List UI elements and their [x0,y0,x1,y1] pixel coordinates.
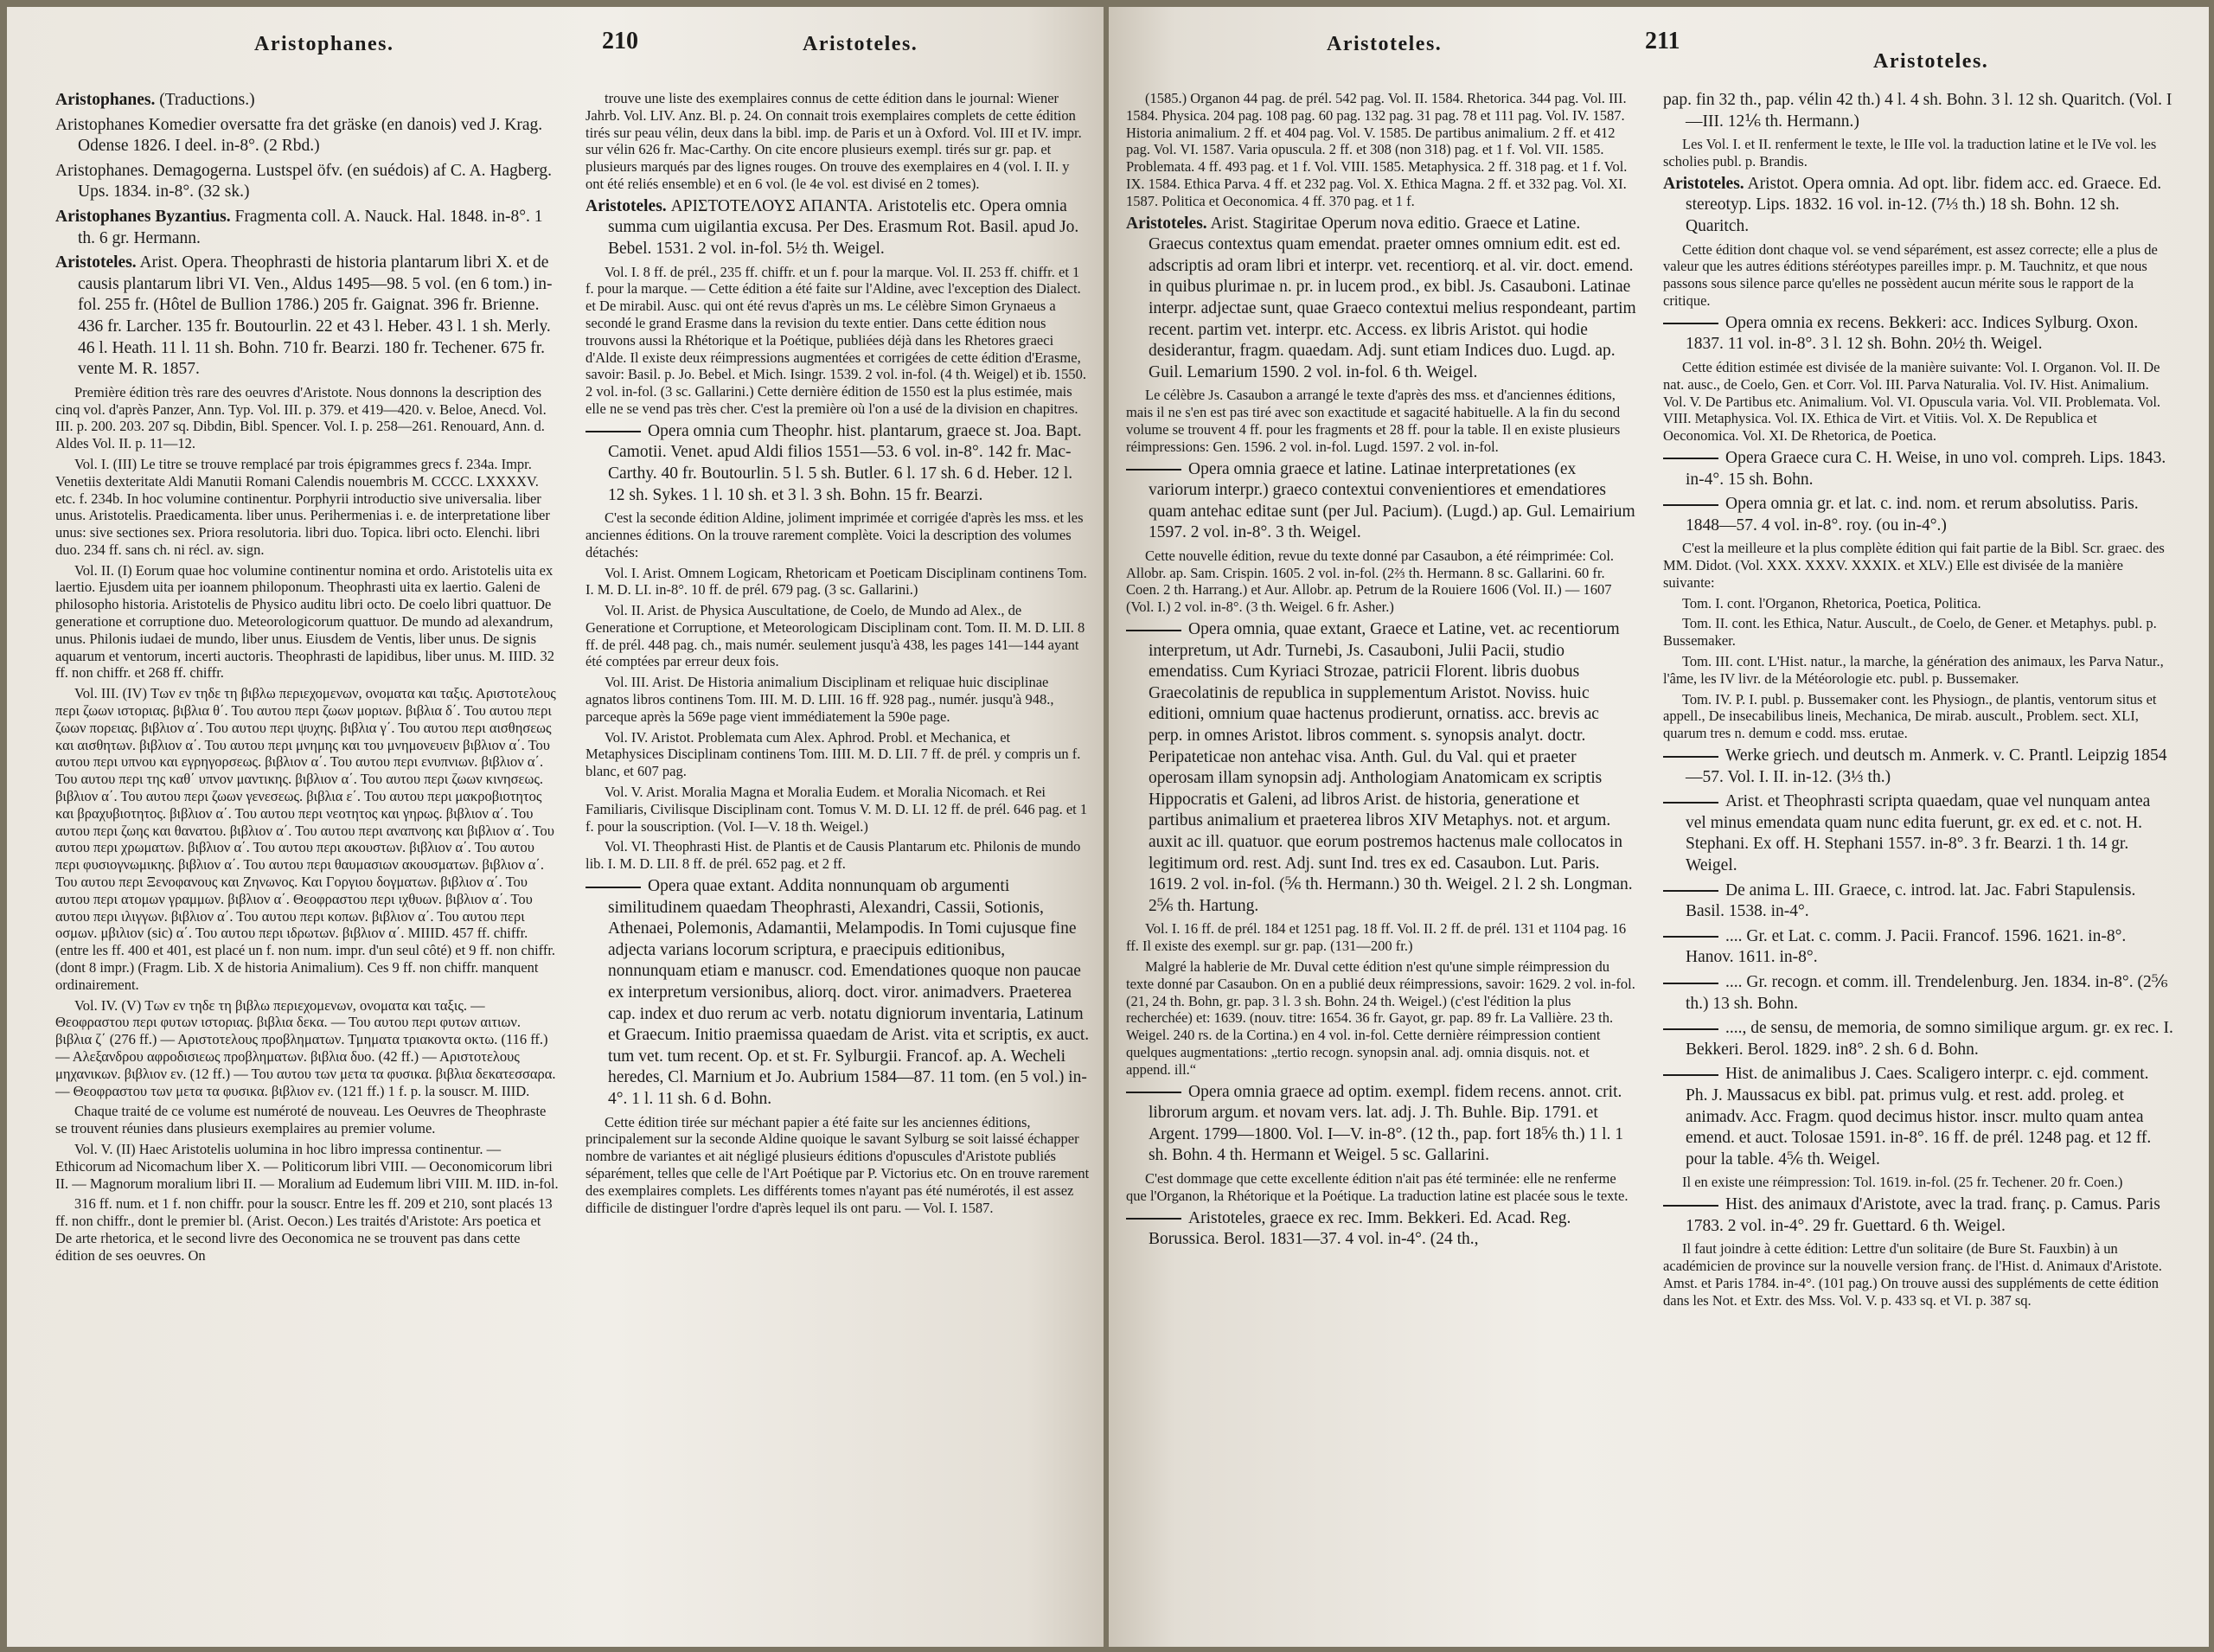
repeat-dash [585,431,641,432]
bibliographic-note [55,685,560,993]
entry-text: Hist. de animalibus J. Caes. Scaligero interpr. c. ejd. comment. Ph. J. Maussacus ex bibl. pat. primus vulg. et rest. add. proleg. et animadv. Acc. Fragm. quod decimus histor. inscr. multo quam antea emend. et auct. Tolosae 1591. in-8°. 16 ff. de prél. 1248 pag. et 12 ff. pour la table. 4⅚ th. Weigel. [1686,1065,2152,1169]
repeat-dash [1663,458,1718,459]
entry-heading: Aristoteles. [1126,214,1207,233]
entry-text: (1585.) Organon 44 pag. de prél. 542 pag. Vol. II. 1584. Rhetorica. 344 pag. Vol. III. 1584. Physica. 204 pag. 108 pag. 60 pag. 132 pag. 31 pag. 78 et 111 pag. Vol. IV. 1587. Historia animalium. 2 ff. et 404 pag. Vol. V. 1585. De partibus animalium. 2 ff. et 412 pag. Vol. VI. 1587. Varia opuscula. 2 ff. et 308 (non 318) pag. et 1 f. Vol. VII. 1585. Problemata. 4 ff. 493 pag. et 1 f. Vol. VIII. 1585. Metaphysica. 2 ff. 318 pag. et 1 f. Vol. IX. 1584. Ethica Parva. 4 ff. et 232 pag. Vol. X. Ethica Magna. 2 ff. et 332 pag. Vol. XI. 1587. Politica et Oeconomica. 4 ff. 370 pag. et 1 f. [1126,90,1628,209]
entry-text: Chaque traité de ce volume est numéroté de nouveau. Les Oeuvres de Theophraste se trouvent réunies dans plusieurs exemplaires au premier volume. [55,1103,547,1137]
entry-text: Malgré la hablerie de Mr. Duval cette édition n'est qu'une simple réimpression du texte donné par Casaubon. On en a publié deux réimpressions, savoir: 1629. 2 vol. in-fol. (21, 24 th. Bohn, gr. pap. 3 l. 3 sh. Bohn. 24 th. Weigel.) (c'est l'édition la plus recherchée) et: 1639. (nouv. titre: 1654. 36 fr. Gayot, gr. pap. 89 fr. La Vallière. 23 th. Weigel. 240 rs. de la Cortina.) en 4 vol. in-fol. Cette dernière réimpression contient quelques augmentations: „tertio recogn. synopsin anal. adj. omnia disquis. not. et append. ill.“ [1126,957,1635,1078]
entry-text: Vol. V. Arist. Moralia Magna et Moralia Eudem. et Moralia Nicomach. et Rei Familiaris, Civilisque Disciplinam cont. Tomus V. M. D. LI. 12 ff. de prél. 646 pag. et 1 f. pour la souscription. (Vol. I—V. 18 th. Weigel.) [585,784,1088,835]
bibliographic-note [55,456,560,559]
bibliographic-note [1663,595,2174,612]
repeat-dash [1663,756,1718,758]
entry-text: 316 ff. num. et 1 f. non chiffr. pour la souscr. Entre les ff. 209 et 210, sont placés 13 ff. non chiffr., dont le premier bl. (Arist. Oecon.) Les traités d'Aristote: Ars poetica et De arte rhetorica, et le second livre des Oeconomica ne se trouvent pas dans cette édition de ses oeuvres. On [55,1195,553,1264]
right-page-column-1 [1126,90,1637,1313]
entry-text: Aristot. Opera omnia. Ad opt. libr. fidem acc. ed. Graece. Ed. stereotyp. Lips. 1832. 16 vol. in-12. (7⅓ th.) 18 sh. Bohn. 12 sh. Quaritch. [1686,174,2162,235]
bibliographic-note [1663,1240,2174,1309]
entry-text: Arist. Opera. Theophrasti de historia plantarum libri X. et de causis plantarum libri VI. Ven., Aldus 1495—98. 5 vol. (en 6 tom.) in-fol. 255 fr. (Hôtel de Bullion 1786.) 205 fr. Gaignat. 396 fr. Brienne. 436 fr. Larcher. 135 fr. Boutourlin. 22 et 43 l. Heber. 43 l. 1 sh. Merly. 46 l. Heath. 11 l. 11 sh. Bohn. 710 fr. Bearzi. 180 fr. Techener. 675 fr. vente M. R. 1857. [78,253,553,379]
entry-text: Opera omnia graece ad optim. exempl. fidem recens. annot. crit. librorum argum. et novam vers. lat. adj. J. Th. Buhle. Bip. 1791. et Argent. 1799—1800. Vol. I—V. in-8°. (12 th., pap. fort 18⅚ th.) 1 l. 1 sh. Bohn. 4 th. Hermann et Weigel. 5 sc. Gallarini. [1149,1082,1624,1165]
entry-text: ΑΡΙΣΤΟΤΕΛΟΥΣ ΑΠΑΝΤΑ. Aristotelis etc. Opera omnia summa cum uigilantia excusa. Per Des. Erasmum Rot. Basil. apud Jo. Bebel. 1531. 2 vol. in-fol. 5½ th. Weigel. [608,196,1079,258]
bibliographic-note [1663,615,2174,650]
entry-text: Vol. III. Arist. De Historia animalium Disciplinam et reliquae huic disciplinae agnatos libros continens Tom. III. M. D. LIII. 16 ff. 928 pag., numér. jusqu'à 948., parceque après la 569e page vient immédiatement la 590e page. [585,674,1054,725]
entry-text: ...., de sensu, de memoria, de somno similique argum. gr. ex rec. I. Bekkeri. Berol. 1829. in8°. 2 sh. 6 d. Bohn. [1686,1019,2173,1059]
entry-text: C'est la meilleure et la plus complète édition qui fait partie de la Bibl. Scr. graec. des MM. Didot. (Vol. XXX. XXXV. XXXIX. et XLV.) Elle est divisée de la manière suivante: [1663,540,2165,591]
entry-text: trouve une liste des exemplaires connus de cette édition dans le journal: Wiener Jahrb. Vol. LIV. Anz. Bl. p. 24. On connait trois exemplaires complets de cette édition tirés sur peau vélin, deux dans la bibl. imp. de Paris et un à Oxford. Vol. III et IV. impr. sur vélin 626 fr. Mac-Carthy. On cite encore plusieurs exempl. tirés sur gr. pap. et plusieurs marqués par des lignes rouges. On trouve des exemplaires en 4 (vol. I. II. y ont été reliés ensemble) et en 6 vol. (le 4e vol. est divisé en 2 tomes). [585,90,1082,192]
entry-text: Le célèbre Js. Casaubon a arrangé le texte d'après des mss. et d'anciennes éditions, mais il ne s'en est pas tiré avec son exactitude et sagacité habituelle. A la fin du second volume se trouvent 4 ff. pour les fragments et 28 ff. pour la table. Il en existe plusieurs réimpressions: Gen. 1596. 2 vol. in-fol. Lugd. 1597. 2 vol. in-fol. [1126,387,1621,455]
entry-text: Opera quae extant. Addita nonnunquam ob argumenti similitudinem quaedam Theophrasti, Alexandri, Cassii, Sotionis, Athenaei, Polemonis, Adamantii, Melampodis. In Tomi cujusque fine adjecta varians locorum scriptura, e praecipuis editionibus, nonnunquam etiam e manuscr. cod. Emendationes quoque non paucae ex interpretum versionibus, aliorq. doct. viror. animadvers. Praeterea cap. index et duo rerum ac verb. notatu digniorum inventaria, Latinum et Graecum. Initio praemissa quaedam de Arist. vita et scriptis, ex auct. tum vet. tum recent. Op. et st. Fr. Sylburgii. Francof. ap. A. Wecheli heredes, Cl. Marnium et Jo. Aubrium 1584—87. 11 tom. (en 5 vol.) in-4°. 1 l. 11 sh. 6 d. Bohn. [608,877,1090,1108]
bibliographic-note [1126,958,1637,1079]
entry-text: Werke griech. und deutsch m. Anmerk. v. C. Prantl. Leipzig 1854—57. Vol. I. II. in-12. (3⅓ th.) [1686,746,2167,786]
entry-text: Les Vol. I. et II. renferment le texte, le IIIe vol. la traduction latine et le IVe vol. les scholies publ. p. Brandis. [1663,136,2157,170]
bibliographic-note [1663,359,2174,445]
bibliographic-note [55,1141,560,1192]
bibliographic-entry [1663,313,2174,355]
bibliographic-note [55,1103,560,1137]
bibliographic-note [585,729,1090,780]
entry-text: Tom. III. cont. L'Hist. natur., la marche, la génération des animaux, les Parva Natur., l'âme, les IV livr. de la Météorologie etc. publ. p. Bussemaker. [1663,653,2164,687]
repeat-dash [1663,802,1718,804]
bibliographic-note [1663,691,2174,742]
entry-text: Vol. I. (III) Le titre se trouve remplacé par trois épigrammes grecs f. 234a. Impr. Venetiis dexteritate Aldi Manutii Romani Calendis nouembris M. CCCC. LXXXXV. etc. f. 234b. In hoc volumine continentur. Porphyrii introductio sive universalia. liber unus. Aristotelis. Praedicamenta. liber unus. Perihermenias i. e. de interpretatione liber unus: sive sectiones sex. Priora resolutoria. libri duo. Topica. libri octo. Elenchi. libri duo. 234 ff. sans ch. ni récl. av. sign. [55,455,550,558]
bibliographic-note [585,784,1090,835]
entry-text: Opera omnia, quae extant, Graece et Latine, vet. ac recentiorum interpretum, ut Adr. Turnebi, Js. Casauboni, Julii Pacii, studio emendatiss. Cum Kyriaci Strozae, patricii Florent. libris duobus Graecolatinis de republica in supplementum Aristot. Noviss. huic editioni, omnium quae hactenus prodierunt, ornatiss. acc. brevis ac perp. in omnes Aristot. libros comment. s. synopsis analyt. doctr. Peripateticae non antehac visa. Anth. Gul. du Val. qui et praeter operosam illam synopsin adj. Anthologiam Anatomicam ex scriptis Hippocratis et Galeni, ad libros Arist. de historia, generatione et partibus animalium et praeterea libros XIV Metaphys. not. et argum. auxit ac ill. quatuor. que eorum postremos hactenus male collocatos in legitimum ord. rest. Adj. sunt Ind. tres ex ed. Casaubon. Lut. Paris. 1619. 2 vol. in-fol. (⅚ th. Hermann.) 30 th. Weigel. 2 l. 2 sh. Longman. 2⅚ th. Hartung. [1149,620,1633,915]
bibliographic-note [585,602,1090,670]
entry-text: Fragmenta coll. A. Nauck. Hal. 1848. in-8°. 1 th. 6 gr. Hermann. [78,207,543,247]
bibliographic-entry [55,207,560,249]
bibliographic-note [55,562,560,682]
repeat-dash [1663,504,1718,506]
entry-text: pap. fin 32 th., pap. vélin 42 th.) 4 l. 4 sh. Bohn. 3 l. 12 sh. Quaritch. (Vol. I—III. 12⅙ th. Hermann.) [1663,91,2172,131]
bibliographic-entry [1663,90,2174,132]
page-number: 211 [1645,28,1680,54]
entry-text: Opera omnia ex recens. Bekkeri: acc. Indices Sylburg. Oxon. 1837. 11 vol. in-8°. 3 l. 12 sh. Bohn. 20½ th. Weigel. [1686,313,2139,354]
bibliographic-entry [1663,494,2174,536]
entry-text: Opera omnia graece et latine. Latinae interpretationes (ex variorum interpr.) graeco contextui convenientiores et emendatiores quam antehac editae sunt (per Jul. Pacium). (Lugd.) ap. Gul. Lemairium 1597. 2 vol. in-8°. 3 th. Weigel. [1149,459,1635,542]
left-columns [55,90,1090,1268]
entry-text: Il faut joindre à cette édition: Lettre d'un solitaire (de Bure St. Fauxbin) à un académicien de province sur la nouvelle version franç. de l'Hist. d. Animaux d'Aristote. Amst. et Paris 1784. in-4°. (101 pag.) On trouve aussi des suppléments de cette édition dans les Not. et Extr. des Mss. Vol. V. p. 433 sq. et VI. p. 387 sq. [1663,1240,2162,1309]
entry-text: Vol. II. Arist. de Physica Auscultatione, de Coelo, de Mundo ad Alex., de Generatione et Corruptione, et Meteorologicam Disciplinam cont. Tom. II. M. D. LII. 8 ff. de prél. 448 pag. ch., mais numér. seulement jusqu'à 438, les pages 141—144 ayant été comptées par erreur deux fois. [585,602,1085,670]
entry-text: Tom. I. cont. l'Organon, Rhetorica, Poetica, Politica. [1682,594,1981,611]
bibliographic-entry [55,115,560,157]
running-head-left: Aristophanes. [254,33,394,55]
entry-text: Vol. IV. (V) Των εν τηδε τη βιβλω περιεχομενων, ονοματα και ταξις. — Θεοφραστου περι φυτων ιστοριας. βιβλια δεκα. — Του αυτου περι φυτων αιτιων. βιβλια ζ΄ (276 ff.) — Αριστοτελους προβληματων. Τμηματα τριακοντα οκτω. (116 ff.) — Αλεξανδρου αφροδισιεως προβληματων. βιβλια δυο. (42 ff.) — Αριστοτελους μηχανικων. βιβλιον εν. (12 ff.) — Του αυτου των μετα τα φυσικα. βιβλια δεκατεσσαρα. — Θεοφραστου των μετα τα φυσικα. βιβλιον εν. (121 ff.) 1 f. p. la souscr. M. IIID. [55,996,556,1099]
bibliographic-note [55,997,560,1100]
entry-text: .... Gr. recogn. et comm. ill. Trendelenburg. Jen. 1834. in-8°. (2⅚ th.) 13 sh. Bohn. [1686,973,2168,1013]
entry-text: Opera omnia cum Theophr. hist. plantarum, graece st. Joa. Bapt. Camotii. Venet. apud Aldi filios 1551—53. 6 vol. in-8°. 142 fr. Mac-Carthy. 40 fr. Boutourlin. 5 l. 5 sh. Butler. 6 l. 17 sh. 6 d. Heber. 12 l. 12 sh. Sykes. 1 l. 10 sh. et 3 l. 3 sh. Bohn. 15 fr. Bearzi. [608,421,1082,504]
bibliographic-note [1663,653,2174,688]
bibliographic-entry [585,876,1090,1111]
entry-text: Arist. Stagiritae Operum nova editio. Graece et Latine. Graecus contextus quam emendat. praeter omnes omnium edit. est ed. adscriptis ad oram libri et interpr. vet. recentiorq. et al. vir. doct. emend. in quibus plurimae n. pr. in lucem prod., ex bibl. Js. Casauboni. Latinae interpr. adjectae sunt, quae Graeco contextui melius respondeant, partim recent. partim vet. interpr. etc. Access. ex libris Aristot. qui hodie desiderantur, fragm. quaedam. Adj. sunt etiam Indices duo. Lugd. ap. Guil. Lemarium 1590. 2 vol. in-fol. 6 th. Weigel. [1149,214,1636,381]
bibliographic-entry [55,90,560,112]
entry-text: Cette édition tirée sur méchant papier a été faite sur les anciennes éditions, principalement sur la seconde Aldine quoique le savant Sylburg se soit laissé échapper nombre de variantes et ait négligé plusieurs éditions d'opuscules d'Aristote publiés séparément, telles que celle de l'Art Poétique par P. Victorius etc. On en trouve rarement des exemplaires complets. Les différents tomes n'ayant pas été numérotés, il est assez difficile de distinguer l'ordre d'après lequel ils ont paru. — Vol. I. 1587. [585,1113,1090,1216]
bibliographic-entry [1126,214,1637,384]
bibliographic-note [55,1195,560,1264]
repeat-dash [1663,1205,1718,1207]
bibliographic-note [1663,540,2174,591]
entry-text: (Traductions.) [159,91,255,109]
bibliographic-note [1126,547,1637,616]
left-page-column-2 [585,90,1090,1268]
bibliographic-note [585,565,1090,599]
entry-text: Première édition très rare des oeuvres d'Aristote. Nous donnons la description des cinq vol. d'après Panzer, Ann. Typ. Vol. III. p. 379. et 419—420. v. Beloe, Anecd. Vol. III. p. 200. 203. 207 sq. Dibdin, Bibl. Spencer. Vol. I. p. 258—261. Renouard, Ann. d. Aldes Vol. II. p. 11—12. [55,383,547,452]
entry-text: Vol. VI. Theophrasti Hist. de Plantis et de Causis Plantarum etc. Philonis de mundo lib. I. M. D. LII. 8 ff. de prél. 652 pag. et 2 ff. [585,838,1081,873]
entry-text: Vol. II. (I) Eorum quae hoc volumine continentur nomina et ordo. Aristotelis uita ex laertio. Ejusdem uita per ioannem philoponum. Theophrasti uita ex laertio. Galeni de philosopho historia. Aristotelis de Physico auditu libri octo. De coelo libri quattuor. De generatione et corruptione duo. Meteorologicorum quattuor. De mundo ad alexandrum, unus. Philonis iudaei de mundo, liber unus. Eiusdem de Ventis, liber unus. De signis aquarum et ventorum, incerti auctoris. Theophrasti de lapidibus, liber unus. M. IIID. 32 ff. non chiffr. et 268 ff. chiffr. [55,561,555,682]
entry-text: .... Gr. et Lat. c. comm. J. Pacii. Francof. 1596. 1621. in-8°. Hanov. 1611. in-8°. [1686,926,2127,967]
right-columns [1126,90,2174,1313]
bibliographic-note [585,1114,1090,1217]
entry-text: Vol. I. 8 ff. de prél., 235 ff. chiffr. et un f. pour la marque. Vol. II. 253 ff. chiffr. et 1 f. pour la marque. — Cette édition a été faite sur l'Aldine, avec l'exception des Dialect. et De mirabil. Ausc. qui ont été revus d'après un ms. Le célèbre Simon Grynaeus a secondé le grand Erasme dans la revision du texte entier. Dans cette édition nous trouvons aussi la Rhétorique et la Poétique, publiées déjà dans les Rhetores graeci d'Alde. Il existe deux réimpressions augmentées et corrigées de cette édition d'Erasme, savoir: Basil. p. Jo. Bebel. et Mich. Isingr. 1539. 2 vol. in-fol. (4 th. Weigel) et ib. 1550. 2 vol. in-fol. (3 sc. Gallarini.) Cette dernière édition de 1550 est la plus estimée, mais elle ne se vend pas très cher. C'est la première où l'on a usé de la division en chapitres. [585,263,1087,417]
bibliographic-note [1126,920,1637,955]
entry-text: De anima L. III. Graece, c. introd. lat. Jac. Fabri Stapulensis. Basil. 1538. in-4°. [1686,880,2136,921]
running-head-right: Aristoteles. [803,33,918,55]
repeat-dash [1126,1218,1181,1220]
entry-heading: Aristophanes. [55,91,156,109]
repeat-dash [585,887,641,888]
bibliographic-entry [55,253,560,381]
entry-text: Vol. I. Arist. Omnem Logicam, Rhetoricam et Poeticam Disciplinam continens Tom. I. M. D. LI. in-8°. 10 ff. de prél. 679 pag. (3 sc. Gallarini.) [585,564,1087,599]
bibliographic-note [1126,387,1637,455]
bibliographic-entry [1663,1064,2174,1170]
bibliographic-entry [1663,972,2174,1015]
bibliographic-entry [1126,1082,1637,1167]
entry-text: Arist. et Theophrasti scripta quaedam, quae vel nunquam antea vel minus emendata quam nunc edita fuerunt, gr. ex ed. et c. not. H. Stephani. Ex off. H. Stephani 1557. in-8°. 3 fr. Bearzi. 1 th. 14 gr. Weigel. [1686,792,2151,875]
entry-text: Opera omnia gr. et lat. c. ind. nom. et rerum absolutiss. Paris. 1848—57. 4 vol. in-8°. roy. (ou in-4°.) [1686,495,2139,535]
left-page [7,7,1104,1647]
entry-text: Opera Graece cura C. H. Weise, in uno vol. compreh. Lips. 1843. in-4°. 15 sh. Bohn. [1686,448,2166,489]
entry-text: Vol. III. (IV) Των εν τηδε τη βιβλω περιεχομενων, ονοματα και ταξις. Αριστοτελους περι ζωων ιστοριας. βιβλια θ΄. Του αυτου περι ζωων μοριων. βιβλια δ΄. Του αυτου περι ζωων πορειας. βιβλιον α΄. Του αυτου περι ψυχης. βιβλια γ΄. Του αυτου περι αισθησεως και αισθητων. βιβλιον α΄. Του αυτου περι μνημης και του μνημονευειν βιβλιον α΄. Του αυτου περι υπνου και εγρηγορσεως. βιβλιον α΄. Του αυτου περι ενυπνιων. βιβλιον α΄. Του αυτου περι της καθ΄ υπνον μαντικης. βιβλιον α΄. Του αυτου περι ζωων κινησεως. βιβλιον α΄. Του αυτου περι ζωων γενεσεως. βιβλια ε΄. Του αυτου περι μακροβιοτητος και βραχυβιοτητος. βιβλιον α΄. Του αυτου περι νεοτητος και γηρως. βιβλιον α΄. Του αυτου περι ζωης και θανατου. βιβλιον α΄. Του αυτου περι αναπνοης και βιβλιον α΄. Του αυτου περι χρωματων. βιβλιον α΄. Του αυτου περι ακουστων. βιβλιον α΄. Του αυτου περι φυσιογνωμικης. βιβλιον α΄. Του αυτου περι θαυμασιων ακουσματων. βιβλιον α΄. Του αυτου περι Ξενοφανους και Ζηνωνος. Και Γοργιου δογματων. βιβλιον α΄. Του αυτου περι ατομων γραμμων. βιβλιον α΄. Θεοφραστου περι ιχθυων. βιβλιον α΄. Του αυτου περι ιλιγγων. βιβλιον α΄. Του αυτου περι κοπων. βιβλιον α΄. Του αυτου περι οσμων. μβιλιον (sic) α΄. Του αυτου περι ιδρωτων. βιβλιον α΄. MIIID. 457 ff. chiffr. (entre les ff. 400 et 401, est placé un f. non num. impr. d'un seul côté) et 9 ff. non chiffr. (dont 8 impr.) (Fragm. Lib. X de historia Animalium). Ces 9 ff. non chiffr. manquent ordinairement. [55,685,556,993]
bibliographic-note [1663,1174,2174,1191]
bibliographic-entry [1663,880,2174,923]
entry-text: C'est dommage que cette excellente édition n'ait pas été terminée: elle ne renferme que l'Organon, la Rhétorique et la Poétique. La traduction latine est placée sous le texte. [1126,1169,1629,1204]
bibliographic-note [585,509,1090,560]
entry-heading: Aristoteles. [55,253,137,272]
bibliographic-entry [1126,459,1637,544]
bibliographic-entry [1663,1018,2174,1060]
entry-text: Cette édition dont chaque vol. se vend séparément, est assez correcte; elle a plus de valeur que les autres éditions stéréotypes pareilles impr. p. M. Tauchnitz, et que nous passons sous silence parce qu'elles ne possèdent aucun mérite sous le rapport de la critique. [1663,240,2158,309]
bibliographic-note [585,674,1090,725]
bibliographic-entry [1663,174,2174,238]
bibliographic-entry [1663,746,2174,788]
bibliographic-entry [1663,1194,2174,1237]
entry-heading: Aristoteles. [1663,174,1744,193]
entry-text: Vol. I. 16 ff. de prél. 184 et 1251 pag. 18 ff. Vol. II. 2 ff. de prél. 131 et 1104 pag. 16 ff. Il existe des exempl. sur gr. pap. (131—200 fr.) [1126,920,1627,955]
entry-text: Vol. IV. Aristot. Problemata cum Alex. Aphrod. Probl. et Mechanica, et Metaphysices Disciplinam continens Tom. IIII. M. D. LII. 7 ff. de prél. y compris un f. blanc, et 607 pag. [585,728,1081,780]
left-page-column-1 [55,90,560,1268]
bibliographic-note [585,264,1090,418]
running-head-left: Aristoteles. [1327,33,1443,55]
right-page-column-2 [1663,90,2174,1313]
repeat-dash [1663,983,1718,984]
bibliographic-entry [1663,448,2174,490]
repeat-dash [1126,630,1181,631]
right-running-head [1126,28,2174,73]
bibliographic-entry [55,161,560,203]
entry-text: Aristophanes Komedier oversatte fra det gräske (en danois) ved J. Krag. Odense 1826. I deel. in-8°. (2 Rbd.) [55,115,543,156]
repeat-dash [1663,323,1718,324]
bibliographic-entry [1126,619,1637,917]
bibliographic-note [585,90,1090,193]
bibliographic-note [55,384,560,452]
entry-text: C'est la seconde édition Aldine, joliment imprimée et corrigée d'après les mss. et les anciennes éditions. On la trouve rarement complète. Voici la description des volumes détachés: [585,509,1084,560]
entry-text: Il en existe une réimpression: Tol. 1619. in-fol. (25 fr. Techener. 20 fr. Coen.) [1682,1174,2123,1191]
repeat-dash [1663,890,1718,892]
repeat-dash [1126,469,1181,471]
bibliographic-note [1663,136,2174,170]
entry-text: Aristoteles, graece ex rec. Imm. Bekkeri. Ed. Acad. Reg. Borussica. Berol. 1831—37. 4 vol. in-4°. (24 th., [1149,1208,1571,1249]
running-head-right: Aristoteles. [1873,50,1989,73]
bibliographic-entry [1126,1208,1637,1251]
bibliographic-note [1663,241,2174,310]
bibliographic-entry [1663,791,2174,876]
bibliographic-entry [585,196,1090,260]
entry-heading: Aristoteles. [585,196,667,215]
entry-heading: Aristophanes Byzantius. [55,207,231,226]
repeat-dash [1663,1074,1718,1076]
entry-text: Aristophanes. Demagogerna. Lustspel öfv. (en suédois) af C. A. Hagberg. Ups. 1834. in-8°. (32 sk.) [55,161,553,202]
repeat-dash [1663,936,1718,938]
bibliographic-note [1126,1170,1637,1205]
bibliographic-entry [1663,926,2174,969]
repeat-dash [1663,1028,1718,1030]
entry-text: Vol. V. (II) Haec Aristotelis uolumina in hoc libro impressa continentur. — Ethicorum ad Nicomachum liber X. — Politicorum libri VIII. — Oeconomicorum libri II. — Magnorum moralium libri II. — Moralium ad Eudemum libri VIII. M. IID. in-fol. [55,1140,559,1192]
left-running-head [55,28,1090,71]
entry-text: Cette nouvelle édition, revue du texte donné par Casaubon, a été réimprimée: Col. Allobr. ap. Sam. Crispin. 1605. 2 vol. in-fol. (2⅔ th. Hermann. 8 sc. Gallarini. 60 fr. Coen. 2 th. Harrang.) et Aur. Allobr. ap. Petrum de la Rouiere 1606 (Vol. II.) — 1607 (Vol. I.) 2 vol. in-8°. (3 th. Weigel. 6 fr. Asher.) [1126,547,1615,616]
entry-text: Tom. II. cont. les Ethica, Natur. Auscult., de Coelo, de Gener. et Metaphys. publ. p. Bussemaker. [1663,615,2157,650]
right-page [1109,7,2209,1647]
entry-text: Cette édition estimée est divisée de la manière suivante: Vol. I. Organon. Vol. II. De nat. ausc., de Coelo, Gen. et Corr. Vol. III. Parva Naturalia. Vol. IV. Hist. Animalium. Vol. V. De Partibus etc. Animalium. Vol. VI. Opuscula varia. Vol. VII. Problemata. Vol. VIII. Metaphysica. Vol. IX. Ethica de Virt. et Vitiis. Vol. X. De Republica et Oeconomica. Vol. XI. De Rhetorica, de Poetica. [1663,358,2161,445]
bibliographic-entry [585,421,1090,506]
entry-text: Hist. des animaux d'Aristote, avec la trad. franç. p. Camus. Paris 1783. 2 vol. in-4°. 29 fr. Guettard. 6 th. Weigel. [1686,1195,2160,1235]
page-number: 210 [602,28,638,54]
entry-text: Tom. IV. P. I. publ. p. Bussemaker cont. les Physiogn., de plantis, ventorum situs et appell., De insecabilibus lineis, Mechanica, De mirab. auscult., Problem. sect. XLI, quarum tres n. demum e codd. mss. erutae. [1663,690,2157,742]
repeat-dash [1126,1092,1181,1093]
bibliographic-note [1126,90,1637,210]
bibliographic-note [585,838,1090,873]
